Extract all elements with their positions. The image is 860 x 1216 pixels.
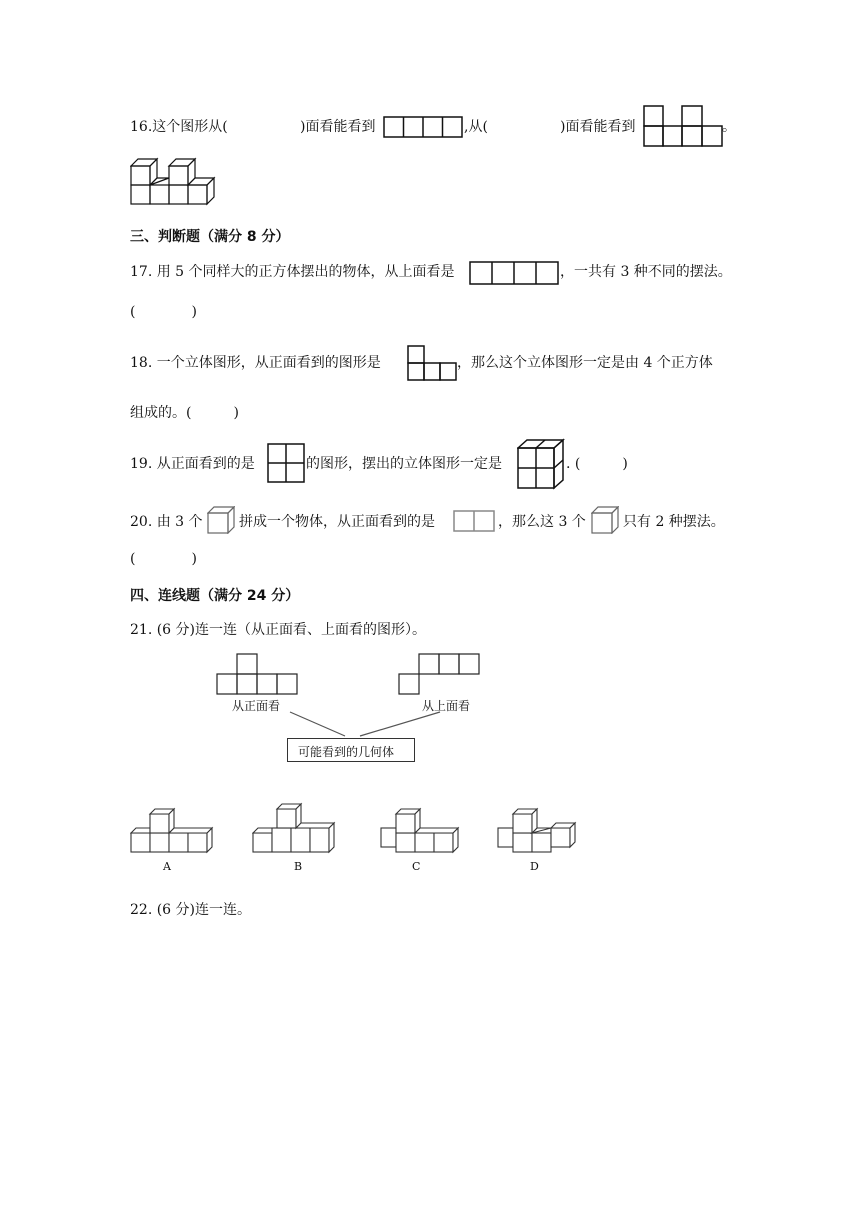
q20-front-view-figure bbox=[453, 510, 497, 532]
q21-front-view-figure bbox=[216, 653, 300, 695]
cube-icon bbox=[591, 506, 619, 534]
option-d-solid bbox=[497, 806, 581, 856]
q19-solid-figure bbox=[517, 438, 565, 490]
q17-answer-blank[interactable]: ( ) bbox=[130, 304, 197, 320]
q20-answer-blank[interactable]: ( ) bbox=[130, 551, 197, 567]
q22-text: 22. (6 分)连一连。 bbox=[130, 902, 251, 918]
q16-text-c: ,从( bbox=[464, 119, 488, 135]
q16-text-d: )面看能看到 bbox=[560, 119, 636, 135]
q16-front-view-figure bbox=[383, 116, 463, 138]
option-b-solid bbox=[252, 800, 340, 856]
section-3-title: 三、判断题（满分 8 分） bbox=[130, 229, 290, 245]
q21-front-label: 从正面看 bbox=[232, 699, 281, 713]
q21-text: 21. (6 分)连一连（从正面看、上面看的图形）。 bbox=[130, 622, 426, 638]
q21-top-view-figure bbox=[398, 653, 482, 695]
cube-icon bbox=[207, 506, 235, 534]
q16-text-b: )面看能看到 bbox=[300, 119, 376, 135]
q16-text-e: 。 bbox=[722, 119, 736, 135]
section-4-title: 四、连线题（满分 24 分） bbox=[130, 588, 300, 604]
option-d-label[interactable]: D bbox=[530, 860, 539, 873]
q16-side-view-figure bbox=[643, 105, 723, 147]
option-a-label[interactable]: A bbox=[163, 860, 171, 873]
q21-solids-box bbox=[287, 738, 415, 762]
option-a-solid bbox=[130, 806, 214, 856]
q18-text-a: 18. 一个立体图形，从正面看到的图形是 bbox=[130, 355, 381, 371]
q16-text-a: 16.这个图形从( bbox=[130, 119, 228, 135]
option-c-solid bbox=[380, 806, 460, 856]
q21-top-label: 从上面看 bbox=[422, 699, 471, 713]
q19-text-b: 的图形，摆出的立体图形一定是 bbox=[306, 456, 502, 472]
option-b-label[interactable]: B bbox=[294, 860, 303, 873]
q20-text-d: 只有 2 种摆法。 bbox=[623, 514, 725, 530]
question-16 bbox=[130, 117, 228, 137]
q18-text-c: 组成的。( ) bbox=[130, 405, 239, 421]
q21-connector-lines bbox=[280, 700, 460, 740]
q17-text-b: ，一共有 3 种不同的摆法。 bbox=[560, 264, 732, 280]
q20-text-b: 拼成一个物体，从正面看到的是 bbox=[239, 514, 435, 530]
q21-box-label: 可能看到的几何体 bbox=[298, 745, 395, 759]
q19-text-c: . ( ) bbox=[566, 456, 628, 472]
q17-top-view-figure bbox=[469, 261, 559, 285]
q18-text-b: ，那么这个立体图形一定是由 4 个正方体 bbox=[457, 355, 713, 371]
option-c-label[interactable]: C bbox=[412, 860, 421, 873]
q20-text-a: 20. 由 3 个 bbox=[130, 514, 203, 530]
q16-solid-figure bbox=[130, 156, 220, 208]
q19-front-view-figure bbox=[267, 443, 305, 483]
q20-text-c: ，那么这 3 个 bbox=[498, 514, 586, 530]
q19-text-a: 19. 从正面看到的是 bbox=[130, 456, 255, 472]
q17-text-a: 17. 用 5 个同样大的正方体摆出的物体，从上面看是 bbox=[130, 264, 455, 280]
q18-front-view-figure bbox=[407, 345, 457, 381]
